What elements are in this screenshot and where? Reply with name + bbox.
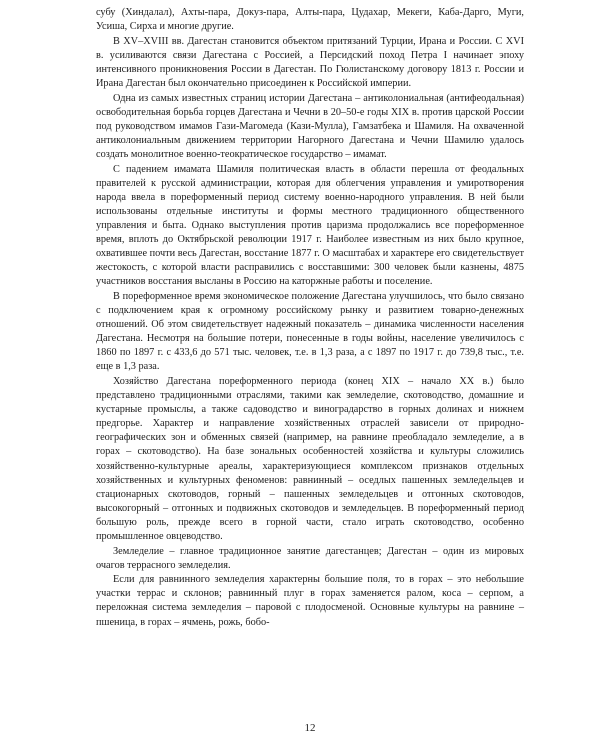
paragraph-3: Одна из самых известных страниц истории Дагестана – антиколониальная (антифеодальная) освободительная борьба горцев Дагестана и Чечни в 20–50-е годы XIX в. против царской России под руководством имамов Гази-Магомеда (Кази-Мулла), Гамзатбека и Шамиля. На охваченной антиколониальным движением территории Нагорного Дагестана и Чечни Шамилю удалось создать монолитное военно-теократическое государство – имамат. (96, 92, 524, 160)
paragraph-1: субу (Хиндалал), Ахты-пара, Докуз-пара, Алты-пара, Цудахар, Мекеги, Каба-Дарго, Муги, Усиша, Сирха и многие другие. (96, 7, 524, 33)
paragraph-6: Хозяйство Дагестана пореформенного периода (конец XIX – начало XX в.) было представлено традиционными отраслями, такими как земледелие, скотоводство, домашние и кустарные промыслы, а также садоводство и виноградарство в горных долинах и нижнем предгорье. Характер и направление хозяйственных отраслей зависели от природно-географических зон и обменных связей (например, на равнине преобладало земледелие, а в горах – скотоводство). На базе зональных особенностей хозяйства и культуры сложились хозяйственно-культурные ареалы, характеризующиеся комплексом признаков отдельных хозяйственных и культурных феноменов: равнинный – оседлых пашенных земледельцев и стационарных скотоводов, горный – пашенных земледельцев и отгонных скотоводов, высокогорный – отгонных и подвижных скотоводов и земледельцев. В пореформенный период большую роль, прежде всего в горной части, стало играть скотоводство, особенно промышленное овцеводство. (96, 375, 524, 542)
paragraph-8: Если для равнинного земледелия характерны большие поля, то в горах – это небольшие участки террас и склонов; равнинный плуг в горах заменяется ралом, коса – серпом, а переложная система земледелия – паровой с плодосменой. Основные культуры на равнине – пшеница, в горах – ячмень, рожь, бобо- (96, 574, 524, 628)
paragraph-5: В пореформенное время экономическое положение Дагестана улучшилось, что было связано с подключением края к огромному российскому рынку и развитием товарно-денежных отношений. Об этом свидетельствует надежный показатель – динамика численности населения Дагестана. Несмотря на большие потери, понесенные в годы войны, население увеличилось с 1860 по 1897 г. с 433,6 до 571 тыс. человек, т.е. в 1,3 раза, а с 1897 по 1917 г. до 739,8 тыс., т.е. еще в 1,3 раза. (96, 290, 524, 373)
paragraph-7: Земледелие – главное традиционное занятие дагестанцев; Дагестан – один из мировых очагов террасного земледелия. (96, 545, 524, 571)
paragraph-2: В XV–XVIII вв. Дагестан становится объектом притязаний Турции, Ирана и России. С XVI в. усиливаются связи Дагестана с Россией, а Персидский поход Петра I начинает эпоху интенсивного проникновения России в Дагестан. По Гюлистанскому договору 1813 г. России и Ирана Дагестан был окончательно присоединен к Российской империи. (96, 35, 524, 89)
paragraph-4: С падением имамата Шамиля политическая власть в области перешла от феодальных правителей к русской администрации, которая для облегчения управления и умиротворения народа ввела в пореформенный период систему военно-народного управления. В ней были использованы отдельные институты и формы местного традиционного общественного управления и быта. Однако выступления против царизма продолжались все пореформенное время, вплоть до Октябрьской революции 1917 г. Наиболее известным из них было крупное, охватившее почти весь Дагестан, восстание 1877 г. О масштабах и характере его свидетельствует жестокость, с которой власти расправились с восставшими: 300 человек были казнены, 4875 участников восстания высланы в Россию на каторжные работы и поселение. (96, 163, 524, 288)
page-number: 12 (304, 722, 316, 734)
document-page (96, 6, 524, 746)
